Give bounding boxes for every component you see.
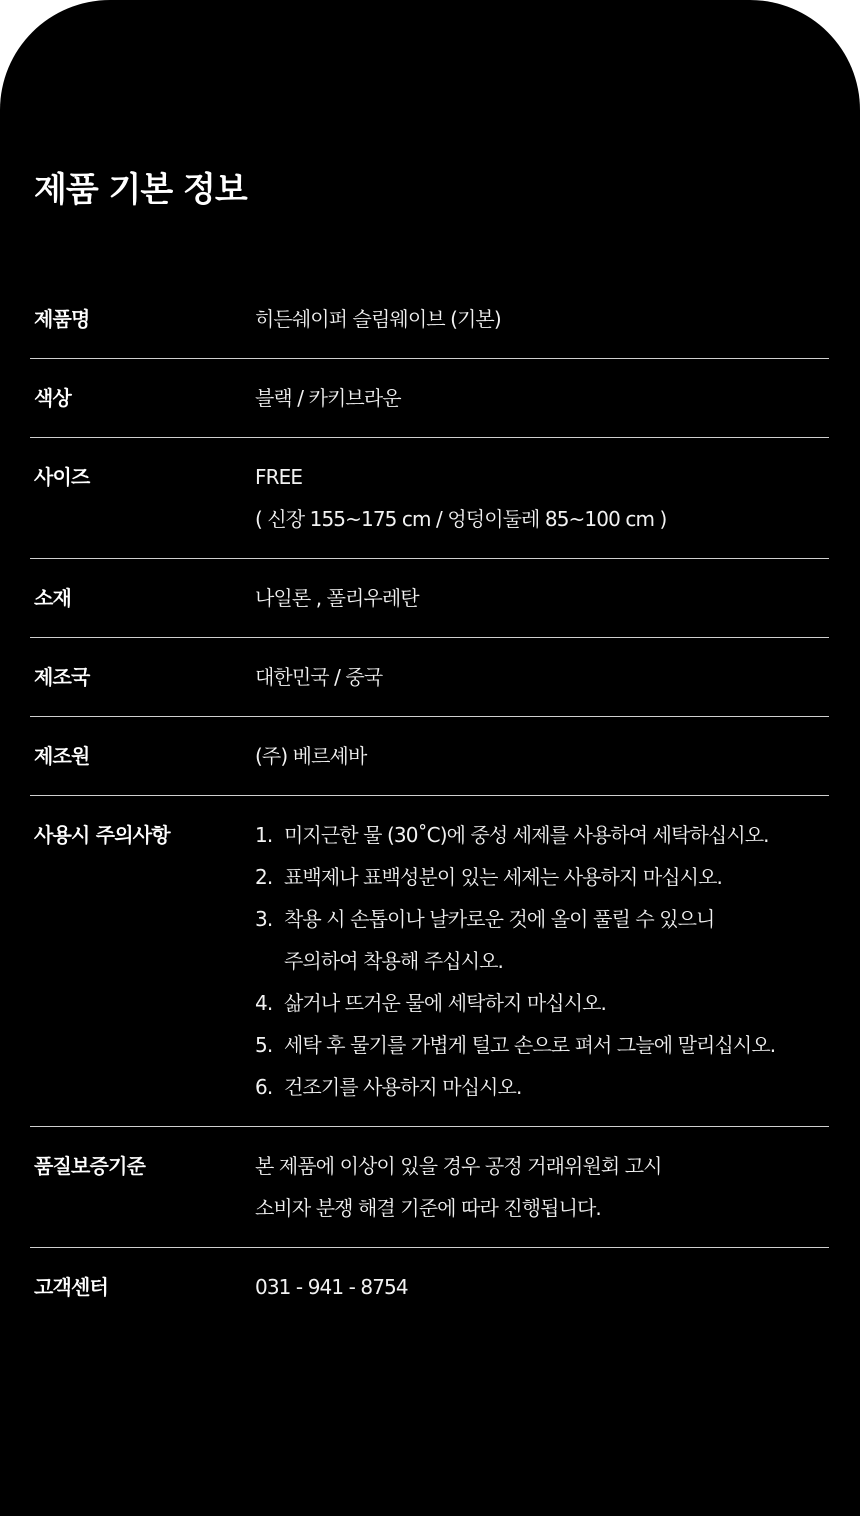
row-color xyxy=(30,359,829,438)
list-text-line: 세탁 후 물기를 가볍게 털고 손으로 펴서 그늘에 말리십시오. xyxy=(284,1033,776,1057)
country-value: 대한민국 / 중국 xyxy=(255,665,383,689)
list-text xyxy=(284,1024,775,1066)
product-info-table xyxy=(30,280,829,1326)
row-value xyxy=(255,1266,829,1308)
list-item xyxy=(255,898,829,982)
row-size xyxy=(30,438,829,559)
caution-list xyxy=(255,814,829,1108)
row-label: 제조국 xyxy=(34,665,90,689)
row-value xyxy=(255,377,829,419)
list-text-line: 삶거나 뜨거운 물에 세탁하지 마십시오. xyxy=(284,991,607,1015)
list-text xyxy=(284,898,714,982)
row-country xyxy=(30,638,829,717)
list-text-line: 표백제나 표백성분이 있는 세제는 사용하지 마십시오. xyxy=(284,865,722,889)
list-item xyxy=(255,982,829,1024)
warranty-line: 본 제품에 이상이 있을 경우 공정 거래위원회 고시 xyxy=(255,1154,662,1178)
list-text-line: 주의하여 착용해 주십시오. xyxy=(284,949,503,973)
warranty-line: 소비자 분쟁 해결 기준에 따라 진행됩니다. xyxy=(255,1196,601,1220)
list-text xyxy=(284,856,722,898)
phone-number: 031 - 941 - 8754 xyxy=(255,1275,408,1299)
row-warranty xyxy=(30,1127,829,1248)
material-value: 나일론 , 폴리우레탄 xyxy=(255,586,419,610)
list-item xyxy=(255,856,829,898)
row-label: 사이즈 xyxy=(34,465,90,489)
list-text xyxy=(284,1066,521,1108)
row-maker xyxy=(30,717,829,796)
row-label: 고객센터 xyxy=(34,1275,109,1299)
row-value xyxy=(255,456,829,540)
row-caution xyxy=(30,796,829,1127)
row-value xyxy=(255,735,829,777)
row-label: 소재 xyxy=(34,586,72,610)
list-number: 2. xyxy=(255,865,273,889)
list-text-line: 착용 시 손톱이나 날카로운 것에 올이 풀릴 수 있으니 xyxy=(284,907,715,931)
list-item xyxy=(255,814,829,856)
maker-value: (주) 베르셰바 xyxy=(255,744,367,768)
row-label: 색상 xyxy=(34,386,72,410)
size-value: FREE xyxy=(255,465,303,489)
color-value: 블랙 / 카키브라운 xyxy=(255,386,401,410)
row-label: 제품명 xyxy=(34,307,90,331)
list-item xyxy=(255,1066,829,1108)
row-label: 품질보증기준 xyxy=(34,1154,146,1178)
row-product-name xyxy=(30,280,829,359)
page-title: 제품 기본 정보 xyxy=(34,170,247,210)
product-name-value: 히든쉐이퍼 슬림웨이브 (기본) xyxy=(255,307,501,331)
row-value xyxy=(255,577,829,619)
row-label: 사용시 주의사항 xyxy=(34,823,170,847)
list-text xyxy=(284,814,769,856)
row-value xyxy=(255,298,829,340)
list-number: 5. xyxy=(255,1033,273,1057)
list-number: 6. xyxy=(255,1075,273,1099)
row-customer-service xyxy=(30,1248,829,1326)
list-text-line: 건조기를 사용하지 마십시오. xyxy=(284,1075,522,1099)
list-text-line: 미지근한 물 (30˚C)에 중성 세제를 사용하여 세탁하십시오. xyxy=(284,823,769,847)
row-label: 제조원 xyxy=(34,744,90,768)
row-material xyxy=(30,559,829,638)
row-value xyxy=(255,1145,829,1229)
list-number: 1. xyxy=(255,823,273,847)
row-value xyxy=(255,656,829,698)
list-number: 3. xyxy=(255,907,273,931)
list-number: 4. xyxy=(255,991,273,1015)
list-text xyxy=(284,982,606,1024)
size-range-value: ( 신장 155~175 cm / 엉덩이둘레 85~100 cm ) xyxy=(255,507,667,531)
list-item xyxy=(255,1024,829,1066)
